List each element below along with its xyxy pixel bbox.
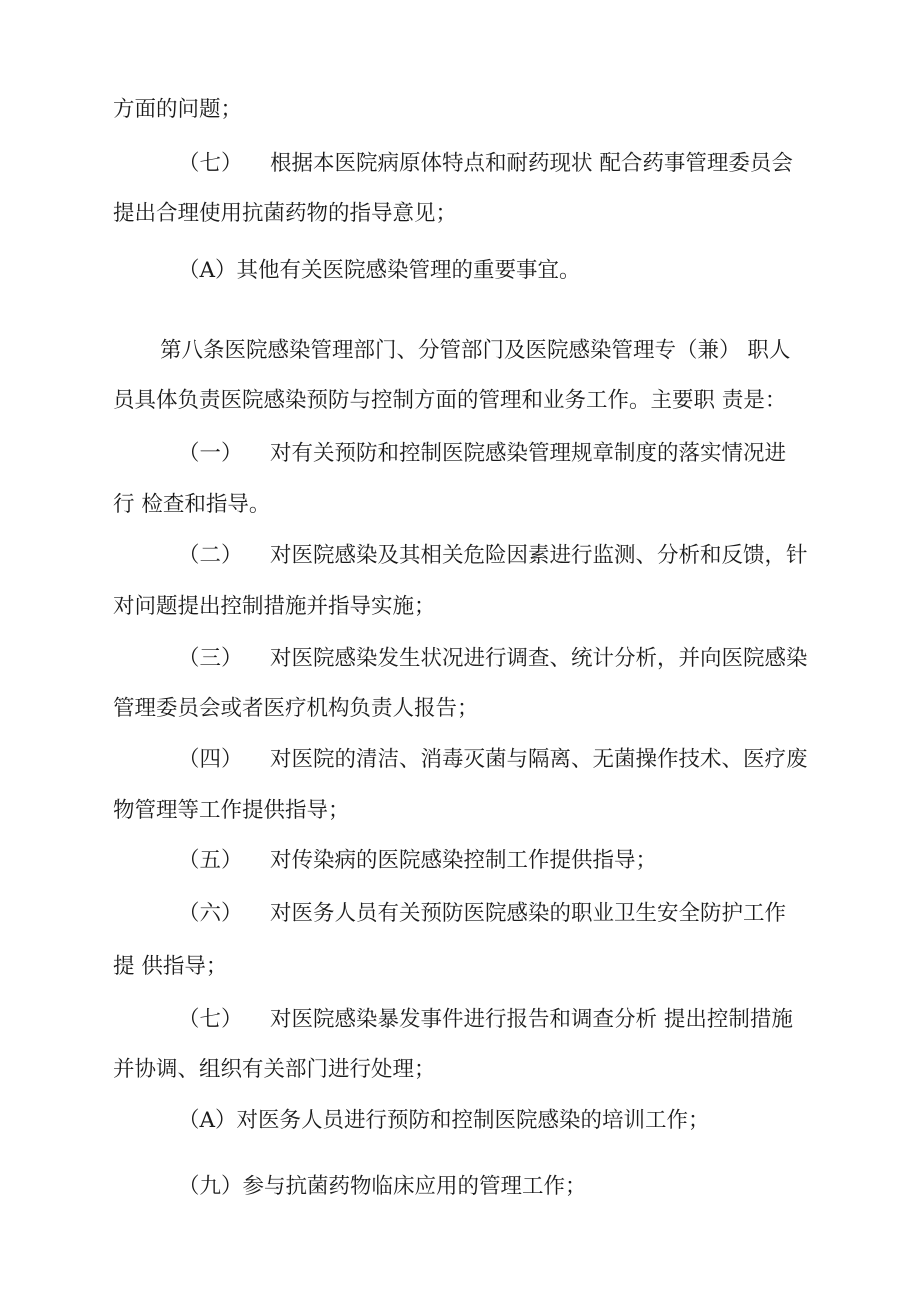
item-text: 对医院感染暴发事件进行报告和调查分析 提出控制措施 [270,1007,793,1032]
item-marker: （七） [178,1007,243,1032]
item-text: 对医院感染及其相关危险因素进行监测、分析和反馈，针 [270,543,808,568]
text-line: 管理委员会或者医疗机构负责人报告； [113,696,479,721]
text-line: 对问题提出控制措施并指导实施； [113,594,436,619]
text-line: 提出合理使用抗菌药物的指导意见； [113,201,458,226]
list-item-7b [178,1006,793,1034]
list-item-7 [178,150,793,178]
item-text: 对医务人员有关预防医院感染的职业卫生安全防护工作 [270,901,787,926]
item-text: 根据本医院病原体特点和耐药现状 配合药事管理委员会 [270,151,793,176]
article-8-heading: 第八条医院感染管理部门、分管部门及医院感染管理专（兼） 职人 [160,338,791,363]
list-item-6 [178,900,786,928]
list-item-9: （九）参与抗菌药物临床应用的管理工作； [178,1174,587,1199]
item-marker: （四） [178,747,243,772]
item-marker: （三） [178,646,243,671]
list-item-8b: （A）对医务人员进行预防和控制医院感染的培训工作； [178,1108,710,1133]
text-line: 并协调、组织有关部门进行处理； [113,1057,436,1082]
list-item-5 [178,847,657,875]
item-text: 对有关预防和控制医院感染管理规章制度的落实情况进 [270,441,787,466]
item-marker: （一） [178,441,243,466]
text-line: 物管理等工作提供指导； [113,798,350,823]
item-marker: （五） [178,848,243,873]
text-line: 员具体负责医院感染预防与控制方面的管理和业务工作。主要职 责是： [113,388,787,413]
list-item-1 [178,440,786,468]
text-line: 提 供指导； [113,954,228,979]
item-marker: （七） [178,151,243,176]
item-text: 对传染病的医院感染控制工作提供指导； [270,848,658,873]
text-line: 方面的问题； [113,97,243,122]
item-marker: （二） [178,543,243,568]
list-item-3 [178,645,808,673]
list-item-8: （A）其他有关医院感染管理的重要事宜。 [178,258,581,283]
item-marker: （六） [178,901,243,926]
item-text: 对医院感染发生状况进行调查、统计分析，并向医院感染 [270,646,808,671]
text-line: 行 检查和指导。 [113,492,271,517]
list-item-2 [178,542,808,570]
item-text: 对医院的清洁、消毒灭菌与隔离、无菌操作技术、医疗废 [270,747,808,772]
list-item-4 [178,746,808,774]
